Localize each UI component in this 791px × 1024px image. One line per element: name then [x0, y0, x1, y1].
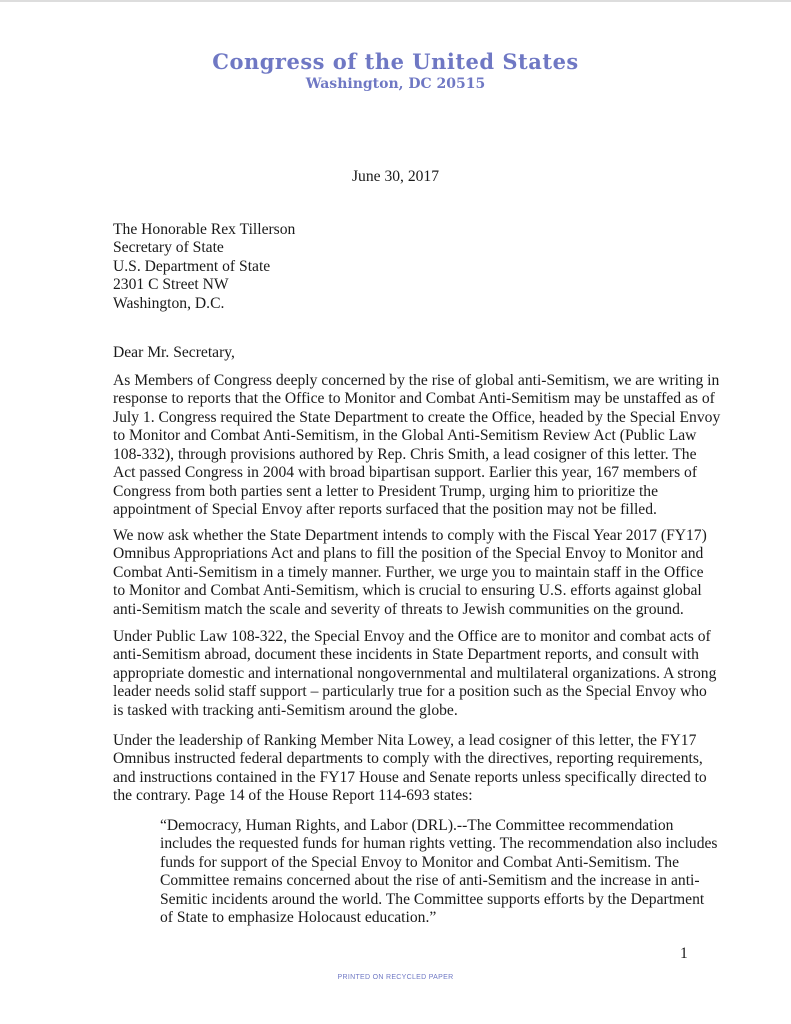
paragraph-4 [113, 732, 707, 806]
letterhead-subtitle: Washington, DC 20515 [305, 76, 486, 92]
footer-recycled-paper: PRINTED ON RECYCLED PAPER [337, 974, 454, 981]
block-quote [160, 817, 717, 928]
paragraph-1 [113, 372, 720, 520]
text-line: appropriate domestic and international nongovernmental and multilateral organizations. A strong [113, 664, 717, 682]
text-line: response to reports that the Office to Monitor and Combat Anti-Semitism may be unstaffed as of [113, 390, 715, 408]
text-line: appointment of Special Envoy after reports surfaced that the position may not be filled. [113, 501, 657, 519]
letter-date: June 30, 2017 [351, 168, 440, 185]
text-line: leader needs solid staff support – particularly true for a position such as the Special Envoy who [113, 683, 707, 701]
text-line: funds for support of the Special Envoy to Monitor and Combat Anti-Semitism. The [160, 853, 680, 871]
text-line: The Honorable Rex Tillerson [113, 221, 296, 238]
text-line: Omnibus instructed federal departments to comply with the directives, reporting requirements, [113, 750, 703, 768]
letterhead-title: Congress of the United States [212, 49, 579, 74]
page-number: 1 [680, 945, 688, 962]
text-line: to Monitor and Combat Anti-Semitism, in the Global Anti-Semitism Review Act (Public Law [113, 427, 697, 445]
text-line: includes the requested funds for human rights vetting. The recommendation also includes [160, 835, 718, 853]
text-line: Combat Anti-Semitism in a timely manner. Further, we urge you to maintain staff in the Office [113, 563, 704, 581]
paragraph-3 [113, 628, 716, 720]
text-line: Congress from both parties sent a letter to President Trump, urging him to prioritize the [113, 482, 658, 500]
text-line: the contrary. Page 14 of the House Report 114-693 states: [113, 787, 473, 805]
text-line: We now ask whether the State Department intends to comply with the Fiscal Year 2017 (FY17) [113, 527, 707, 544]
text-line: July 1. Congress required the State Department to create the Office, headed by the Special Envoy [113, 408, 721, 426]
text-line: As Members of Congress deeply concerned by the rise of global anti-Semitism, we are writing in [113, 372, 720, 389]
text-line: Omnibus Appropriations Act and plans to fill the position of the Special Envoy to Monitor and [113, 545, 704, 563]
text-line: Act passed Congress in 2004 with broad bipartisan support. Earlier this year, 167 members of [113, 464, 698, 482]
recipient-address [113, 221, 295, 313]
text-line: Washington, D.C. [113, 294, 225, 312]
text-line: 2301 C Street NW [113, 276, 229, 294]
text-line: and instructions contained in the FY17 House and Senate reports unless specifically directed to [113, 768, 707, 786]
text-line: Under the leadership of Ranking Member Nita Lowey, a lead cosigner of this letter, the FY17 [113, 732, 697, 749]
text-line: to Monitor and Combat Anti-Semitism, which is crucial to ensuring U.S. efforts against global [113, 582, 702, 600]
text-line: Under Public Law 108-322, the Special Envoy and the Office are to monitor and combat acts of [113, 628, 711, 645]
text-line: U.S. Department of State [113, 257, 271, 275]
text-line: of State to emphasize Holocaust education.” [160, 909, 437, 927]
salutation: Dear Mr. Secretary, [113, 344, 235, 361]
text-line: anti-Semitism abroad, document these incidents in State Department reports, and consult with [113, 646, 699, 664]
text-line: “Democracy, Human Rights, and Labor (DRL).--The Committee recommendation [160, 817, 674, 834]
paragraph-2 [113, 527, 707, 619]
text-line: Semitic incidents around the world. The Committee supports efforts by the Department [160, 890, 705, 908]
scan-edge [0, 0, 791, 2]
text-line: anti-Semitism match the scale and severity of threats to Jewish communities on the ground. [113, 600, 684, 618]
text-line: Secretary of State [113, 239, 224, 257]
text-line: 108-332), through provisions authored by Rep. Chris Smith, a lead cosigner of this letter. The [113, 445, 697, 463]
text-line: is tasked with tracking anti-Semitism around the globe. [113, 701, 458, 719]
text-line: Committee remains concerned about the rise of anti-Semitism and the increase in anti- [160, 872, 700, 890]
